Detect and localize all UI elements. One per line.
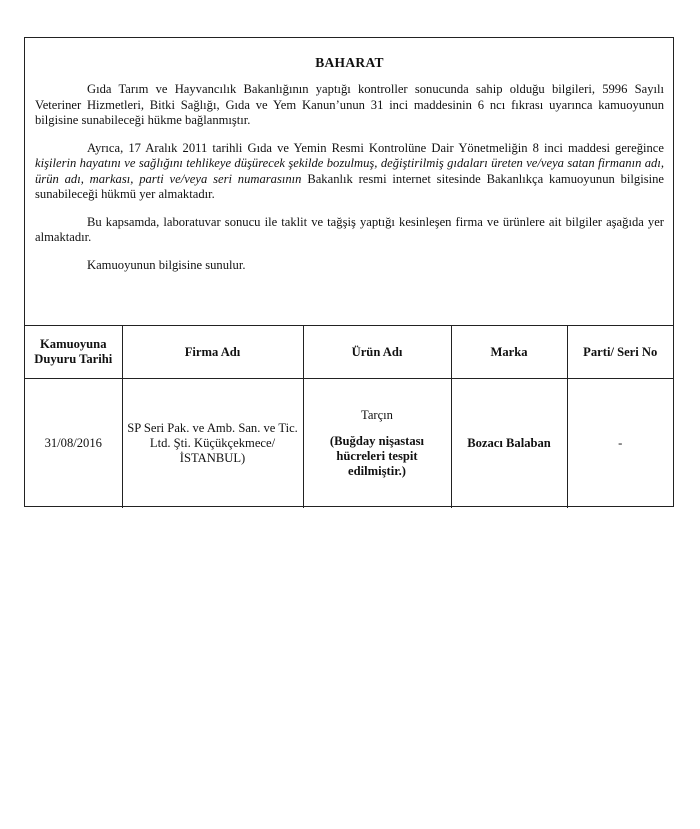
- header-firm-name: Firma Adı: [122, 326, 303, 379]
- cell-product-note: (Buğday nişastası hücreleri tespit edilmiştir.): [329, 434, 425, 478]
- cell-brand: Bozacı Balaban: [451, 379, 567, 509]
- cell-product: [303, 379, 451, 509]
- table-row: [25, 379, 673, 509]
- cell-batch-number: -: [567, 379, 673, 509]
- cell-firm-name: SP Seri Pak. ve Amb. San. ve Tic. Ltd. Şti. Küçükçekmece/ İSTANBUL): [122, 379, 303, 509]
- paragraph-regulation-italic: kişilerin hayatını ve sağlığını tehlikeye düşürecek şekilde bozulmuş, değiştirilmiş gıdaları üreten ve/veya satan firmanın adı, ürün adı, markası, parti ve/veya seri numarasının: [35, 156, 664, 186]
- paragraph-regulation-end: Bakanlık resmi internet sitesinde Bakanlıkça kamuoyunun bilgisine sunabileceği hükmü yer almaktadır.: [35, 171, 664, 201]
- table-header-row: [25, 326, 673, 379]
- notice-document: [24, 37, 674, 507]
- header-brand: Marka: [451, 326, 567, 379]
- document-intro: [25, 38, 673, 325]
- cell-announcement-date: 31/08/2016: [25, 379, 122, 509]
- cell-product-name: Tarçın: [361, 408, 393, 422]
- header-batch-number: Parti/ Seri No: [567, 326, 673, 379]
- paragraph-regulation: [35, 141, 664, 203]
- paragraph-scope: Bu kapsamda, laboratuvar sonucu ile taklit ve tağşiş yaptığı kesinleşen firma ve ürünlere ait bilgiler aşağıda yer almaktadır.: [35, 214, 664, 244]
- header-announcement-date: Kamuoyuna Duyuru Tarihi: [25, 326, 122, 379]
- paragraph-legal-basis: Gıda Tarım ve Hayvancılık Bakanlığının yaptığı kontroller sonucunda sahip olduğu bilgileri, 5996 Sayılı Veteriner Hizmetleri, Bitki Sağlığı, Gıda ve Yem Kanun’unun 31 inci maddesinin 6 ncı fıkrası uyarınca kamuoyunun bilgisine sunabileceği hükme bağlanmıştır.: [35, 82, 664, 127]
- paragraph-closing: Kamuoyunun bilgisine sunulur.: [87, 257, 246, 272]
- paragraph-regulation-start: Ayrıca, 17 Aralık 2011 tarihli Gıda ve Yemin Resmi Kontrolüne Dair Yönetmeliğin 8 inci maddesi gereğince: [87, 140, 664, 155]
- document-title: BAHARAT: [315, 55, 384, 70]
- header-product-name: Ürün Adı: [303, 326, 451, 379]
- notice-table: [25, 325, 673, 508]
